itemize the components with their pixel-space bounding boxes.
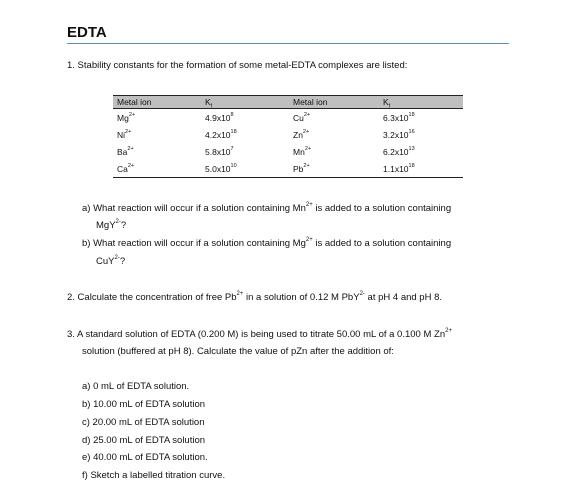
list-item: e) 40.00 mL of EDTA solution. — [82, 452, 208, 463]
metal-ion-cell: $Ca^{2+}$ — [117, 162, 135, 174]
list-item: a) 0 mL of EDTA solution. — [82, 381, 190, 392]
kf-cell: $1.1x10^{18}$ — [383, 162, 415, 174]
list-item: c) 20.00 mL of EDTA solution — [82, 417, 205, 428]
list-item: d) 25.00 mL of EDTA solution — [82, 435, 206, 446]
question-1-text: 1. Stability constants for the formation of some metal-EDTA complexes are listed: — [67, 60, 408, 71]
question-1b-line2: CuY$^{2-}$? — [96, 254, 126, 267]
metal-ion-cell: $Ni^{2+}$ — [117, 128, 132, 140]
table-row — [113, 160, 463, 178]
question-3-line2: solution (buffered at pH 8). Calculate the value of pZn after the addition of: — [82, 346, 394, 357]
table-row — [113, 109, 463, 127]
question-1b-line1: b) What reaction will occur if a solution containing $Mg^{2+}$ is added to a solution containing — [82, 236, 452, 249]
header-metal-ion-1: Metal ion — [113, 96, 201, 109]
table-row — [113, 143, 463, 160]
metal-ion-cell: $Zn^{2+}$ — [293, 128, 310, 140]
metal-ion-cell: $Mg^{2+}$ — [117, 111, 136, 123]
kf-cell: $5.8x10^7$ — [205, 145, 234, 157]
kf-cell: $6.2x10^{13}$ — [383, 145, 415, 157]
metal-ion-cell: $Mn^{2+}$ — [293, 145, 312, 157]
header-kf-1: $K_f$ — [201, 96, 289, 109]
question-1a-line2: MgY$^{2-}$? — [96, 218, 127, 231]
kf-cell: $5.0x10^{10}$ — [205, 162, 237, 174]
metal-ion-cell: $Pb^{2+}$ — [293, 162, 310, 174]
table-header-row — [113, 96, 463, 109]
kf-cell: $4.9x10^8$ — [205, 111, 234, 123]
question-3-line1: 3. A standard solution of EDTA (0.200 M) is being used to titrate 50.00 mL of a 0.100 M $Zn^{2+}$ — [67, 327, 452, 340]
question-2-text: 2. Calculate the concentration of free $Pb^{2+}$ in a solution of 0.12 M PbY$^{2-}$ at pH 4 and pH 8. — [67, 290, 443, 303]
list-item: f) Sketch a labelled titration curve. — [82, 470, 226, 481]
kf-cell: $6.3x10^{18}$ — [383, 111, 415, 123]
metal-ion-cell: $Ba^{2+}$ — [117, 145, 134, 157]
title-underline — [67, 43, 509, 44]
kf-cell: $4.2x10^{18}$ — [205, 128, 237, 140]
question-1a-line1: a) What reaction will occur if a solution containing $Mn^{2+}$ is added to a solution containing — [82, 201, 452, 214]
kf-cell: $3.2x10^{16}$ — [383, 128, 415, 140]
list-item: b) 10.00 mL of EDTA solution — [82, 399, 206, 410]
metal-ion-cell: $Cu^{2+}$ — [293, 111, 311, 123]
header-metal-ion-2: Metal ion — [289, 96, 379, 109]
page-title: EDTA — [67, 24, 107, 41]
header-kf-2: $K_f$ — [379, 96, 463, 109]
table-row — [113, 126, 463, 143]
stability-constants-table — [113, 95, 463, 178]
